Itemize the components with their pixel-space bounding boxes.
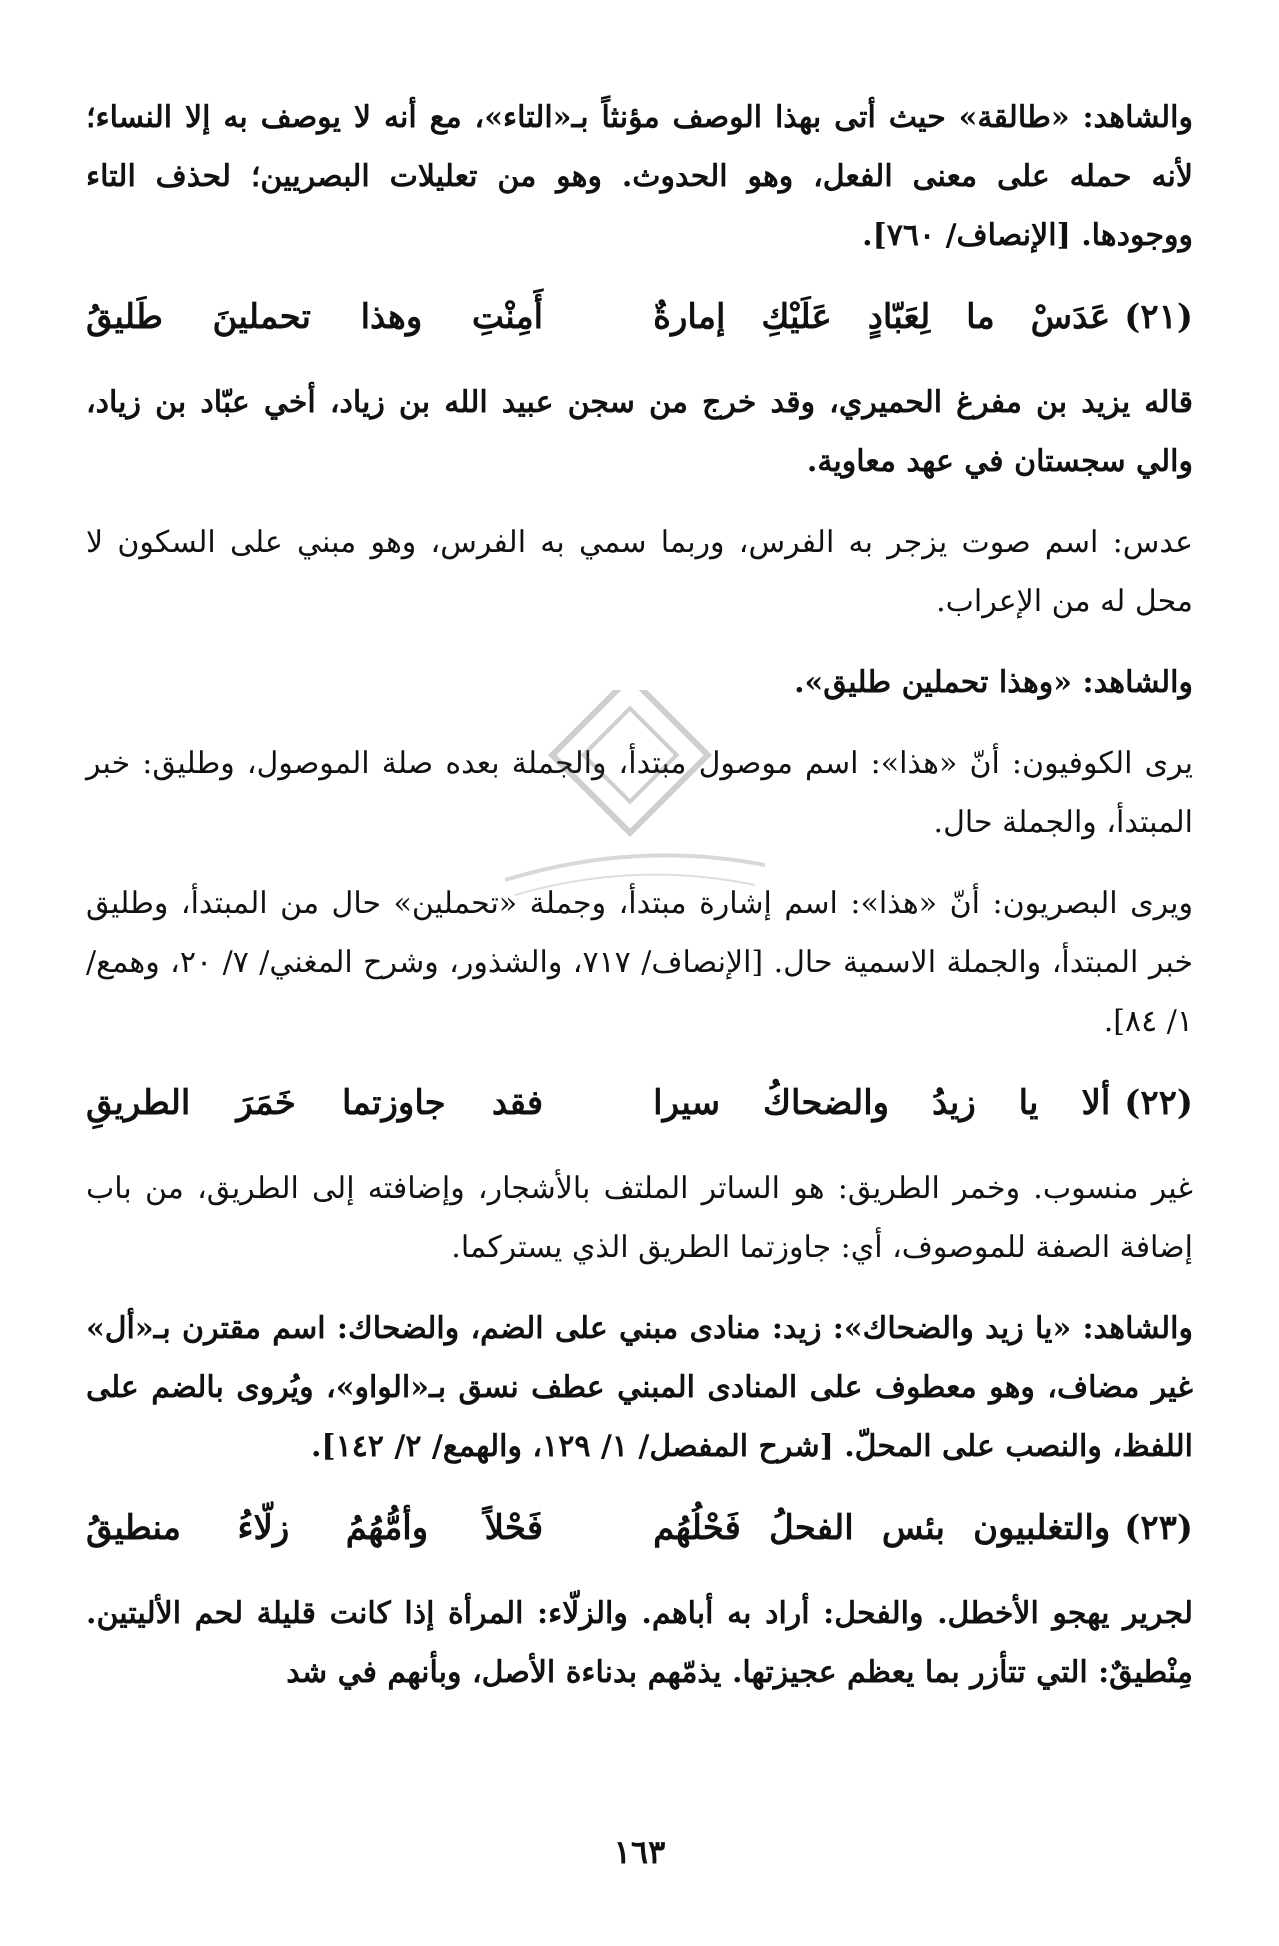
witness-paragraph-taliqa: والشاهد: «طالقة» حيث أتى بهذا الوصف مؤنثاً بـ«التاء»، مع أنه لا يوصف به إلا النساء؛ لأنه حمله على معنى الفعل، وهو الحدوث. وهو من تعليلات البصريين؛ لحذف التاء ووجودها. [الإنصاف/ ٧٦٠]. <box>86 100 1193 253</box>
verse-first-hemistich: عَدَسْ ما لِعَبّادٍ عَلَيْكِ إمارةٌ <box>653 297 1111 337</box>
witness-paragraph-zayd: والشاهد: «يا زيد والضحاك»: زيد: منادى مبني على الضم، والضحاك: اسم مقترن بـ«أل» غير مضاف، وهو معطوف على المنادى المبني عطف نسق بـ«الواو»، ويُروى بالضم على اللفظ، والنصب على المحلّ. [شرح المفصل/ ١/ ١٢٩، والهمع/ ٢/ ١٤٢]. <box>86 1311 1193 1464</box>
page-number: ١٦٣ <box>613 1833 666 1871</box>
witness-paragraph-tahmilin: والشاهد: «وهذا تحملين طليق». <box>794 665 1193 700</box>
verse-second-hemistich: فقد جاوزتما خَمَرَ الطريقِ <box>86 1083 544 1123</box>
basran-view-paragraph: ويرى البصريون: أنّ «هذا»: اسم إشارة مبتدأ، وجملة «تحملين» حال من المبتدأ، وطليق خبر المبتدأ، والجملة الاسمية حال. [الإنصاف/ ٧١٧، والشذور، وشرح المغني/ ٧/ ٢٠، وهمع/ ١/ ٨٤]. <box>86 886 1193 1039</box>
verse-second-hemistich: فَحْلاً وأمُّهُمُ زلّاءُ منطيقُ <box>86 1508 544 1548</box>
explanation-paragraph-khamar: غير منسوب. وخمر الطريق: هو الساتر الملتف بالأشجار، وإضافته إلى الطريق، من باب إضافة الصفة للموصوف، أي: جاوزتما الطريق الذي يستركما. <box>86 1171 1193 1265</box>
verse-second-hemistich: أَمِنْتِ وهذا تحملينَ طَليقُ <box>86 297 544 337</box>
verse-number: (٢٣) <box>1124 1508 1193 1548</box>
verse-23 <box>86 1498 1193 1558</box>
explanation-paragraph-adas: عدس: اسم صوت يزجر به الفرس، وربما سمي به الفرس، وهو مبني على السكون لا محل له من الإعراب. <box>86 525 1193 619</box>
verse-number: (٢١) <box>1124 297 1193 337</box>
kufan-view-paragraph: يرى الكوفيون: أنّ «هذا»: اسم موصول مبتدأ، والجملة بعده صلة الموصول، وطليق: خبر المبتدأ، والجملة حال. <box>86 746 1193 840</box>
verse-21 <box>86 287 1193 347</box>
verse-first-hemistich: والتغلبيون بئس الفحلُ فَحْلُهُم <box>653 1508 1111 1548</box>
verse-22 <box>86 1073 1193 1133</box>
explanation-paragraph-jarir: لجرير يهجو الأخطل. والفحل: أراد به أباهم. والزلّاء: المرأة إذا كانت قليلة لحم الأليتين. مِنْطيقٌ: التي تتأزر بما يعظم عجيزتها. يذمّهم بدناءة الأصل، وبأنهم في شد <box>86 1596 1193 1690</box>
verse-first-hemistich: ألا يا زيدُ والضحاكُ سيرا <box>653 1083 1111 1123</box>
verse-number: (٢٢) <box>1124 1083 1193 1123</box>
attribution-paragraph: قاله يزيد بن مفرغ الحميري، وقد خرج من سجن عبيد الله بن زياد، أخي عبّاد بن زياد، والي سجستان في عهد معاوية. <box>86 385 1193 479</box>
